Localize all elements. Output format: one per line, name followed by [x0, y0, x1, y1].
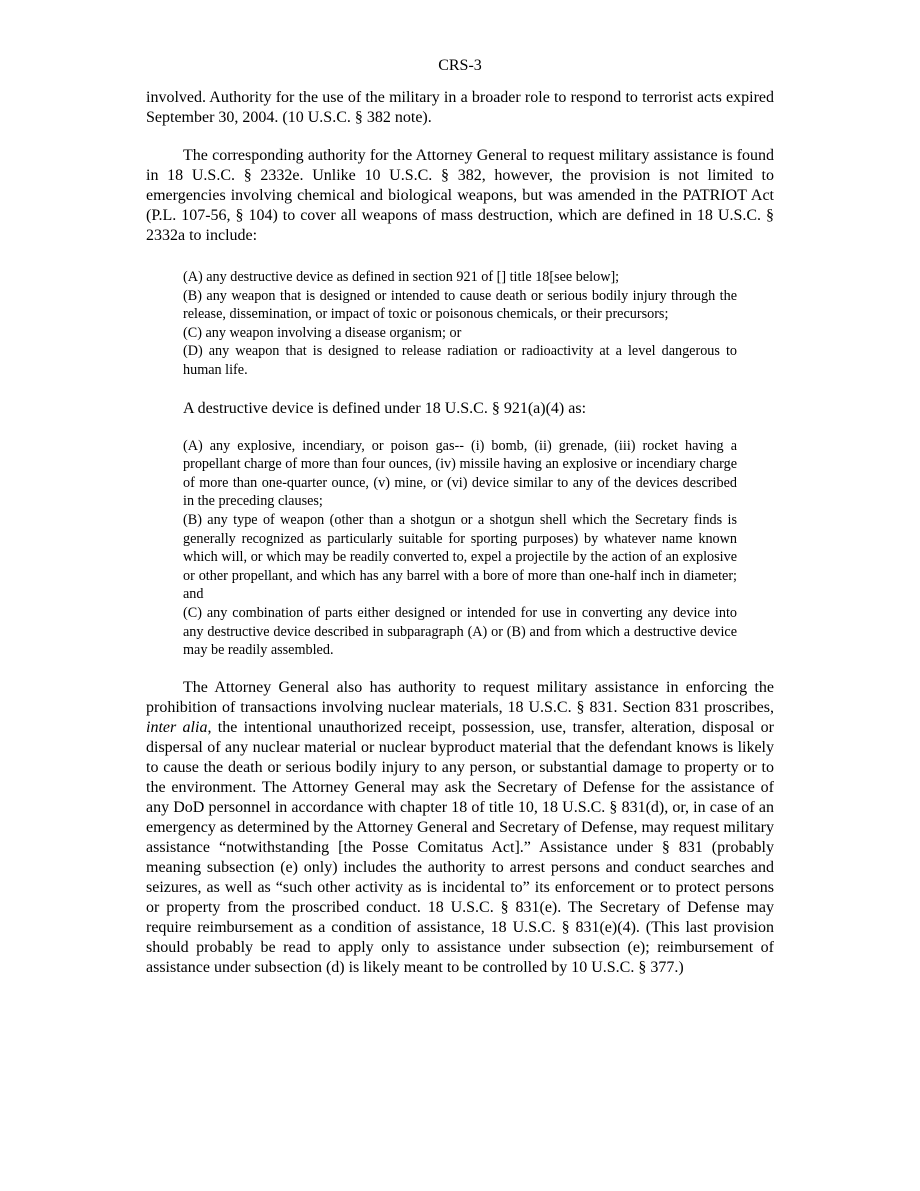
- nuclear-para-text-start: The Attorney General also has authority to request military assistance in enforcing the prohibition of transactions involving nuclear materials, 18 U.S.C. § 831. Section 831 proscribes,: [146, 678, 774, 716]
- wmd-item-c: (C) any weapon involving a disease organism; or: [183, 324, 462, 341]
- block-quote-destructive-device: [183, 437, 737, 660]
- destructive-device-item-c: (C) any combination of parts either designed or intended for use in converting any device into any destructive device described in subparagraph (A) or (B) and from which a destructive device may be readily assembled.: [183, 604, 737, 659]
- paragraph-continuation: involved. Authority for the use of the military in a broader role to respond to terrorist acts expired September 30, 2004. (10 U.S.C. § 382 note).: [146, 89, 774, 126]
- page-header-label: CRS-3: [438, 57, 482, 74]
- inter-alia-italic: inter alia: [146, 718, 208, 736]
- paragraph-attorney-general-authority: The corresponding authority for the Attorney General to request military assistance is found in 18 U.S.C. § 2332e. Unlike 10 U.S.C. § 382, however, the provision is not limited to emergencies involving chemical and biological weapons, but was amended in the PATRIOT Act (P.L. 107-56, § 104) to cover all weapons of mass destruction, which are defined in 18 U.S.C. § 2332a to include:: [146, 147, 774, 244]
- wmd-item-a: (A) any destructive device as defined in section 921 of [] title 18[see below];: [183, 269, 620, 285]
- paragraph-nuclear-materials: [146, 678, 774, 978]
- document-page: [146, 0, 774, 978]
- destructive-device-item-b: (B) any type of weapon (other than a shotgun or a shotgun shell which the Secretary finds is generally recognized as particularly suitable for sporting purposes) by whatever name known which will, or which may be readily converted to, expel a projectile by the action of an explosive or other propellant, and which has any barrel with a bore of more than one-half inch in diameter; and: [183, 511, 737, 603]
- destructive-device-intro: A destructive device is defined under 18 U.S.C. § 921(a)(4) as:: [183, 399, 587, 417]
- destructive-device-item-a: (A) any explosive, incendiary, or poison gas-- (i) bomb, (ii) grenade, (iii) rocket having a propellant charge of more than four ounces, (iv) missile having an explosive or incendiary charge of more than one-quarter ounce, (v) mine, or (vi) device similar to any of the devices described in the preceding clauses;: [183, 437, 737, 510]
- block-quote-wmd-definition: [183, 268, 737, 380]
- nuclear-para-text-end: , the intentional unauthorized receipt, possession, use, transfer, alteration, disposal or dispersal of any nuclear material or nuclear byproduct material that the defendant knows is likely to cause the death or serious bodily injury to any person, or substantial damage to property or to the environment. The Attorney General may ask the Secretary of Defense for the assistance of any DoD personnel in accordance with chapter 18 of title 10, 18 U.S.C. § 831(d), or, in case of an emergency as determined by the Attorney General and Secretary of Defense, may request military assistance “notwithstanding [the Posse Comitatus Act].” Assistance under § 831 (probably meaning subsection (e) only) includes the authority to arrest persons and conduct searches and seizures, as well as “such other activity as is incidental to” its enforcement or to protect persons or property from the proscribed conduct. 18 U.S.C. § 831(e). The Secretary of Defense may require reimbursement as a condition of assistance, 18 U.S.C. § 831(e)(4). (This last provision should probably be read to apply only to assistance under subsection (e); reimbursement of assistance under subsection (d) is likely meant to be controlled by 10 U.S.C. § 377.): [146, 718, 775, 976]
- wmd-item-d: (D) any weapon that is designed to release radiation or radioactivity at a level dangerous to human life.: [183, 343, 737, 378]
- wmd-item-b: (B) any weapon that is designed or intended to cause death or serious bodily injury through the release, dissemination, or impact of toxic or poisonous chemicals, or their precursors;: [183, 287, 737, 323]
